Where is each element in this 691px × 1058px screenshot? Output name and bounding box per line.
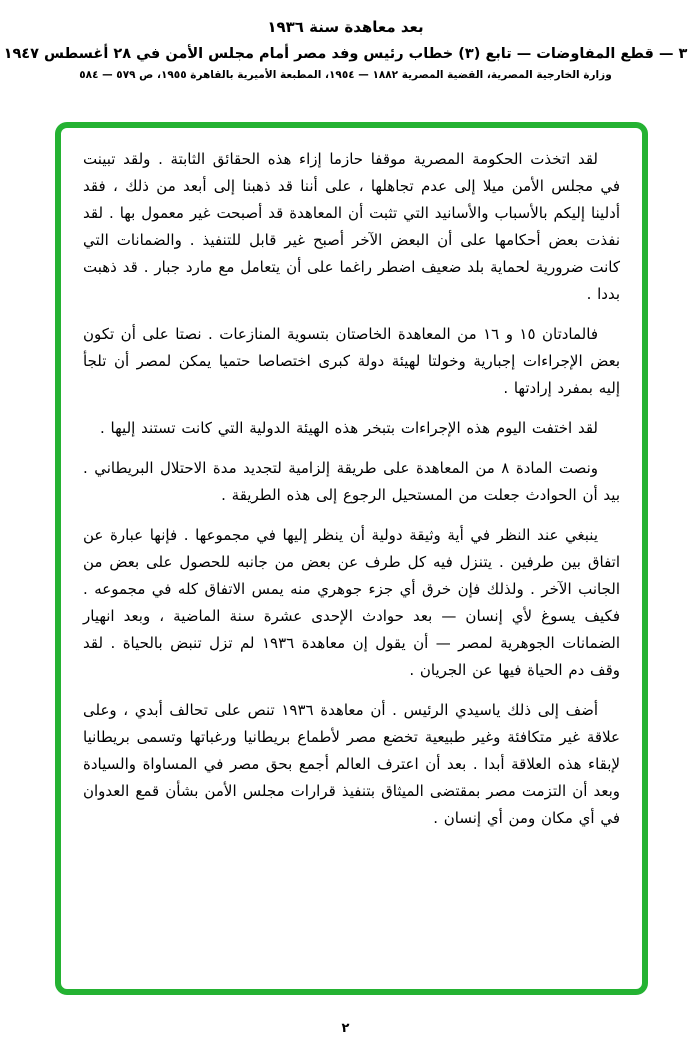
document-title: بعد معاهدة سنة ١٩٣٦	[267, 18, 424, 36]
paragraph: فالمادتان ١٥ و ١٦ من المعاهدة الخاصتان بتسوية المنازعات . نصتا على أن تكون بعض الإجراءات إجبارية وخولتا لهيئة دولة كبرى اختصاصا حتميا يمكن لمصر أن تلجأ إليه بمفرد إرادتها .	[83, 325, 620, 397]
page-number: ٢	[341, 1021, 350, 1036]
content-box	[55, 122, 648, 995]
paragraph: لقد اتخذت الحكومة المصرية موقفا حازما إزاء هذه الحقائق الثابتة . ولقد تبينت في مجلس الأمن ميلا إلى عدم تجاهلها ، على أننا قد ذهبنا إلى أبعد من ذلك ، فقد أدلينا إليكم بالأسباب والأسانيد التي تثبت أن المعاهدة قد أصبحت غير معمول بها . لقد نفذت بعض أحكامها على أن البعض الآخر أصبح غير قابل للتنفيذ . والضمانات التي كانت ضرورية لحماية بلد ضعيف اضطر راغما على أن يتعامل مع مارد جبار . قد ذهبت بددا .	[83, 150, 620, 303]
source-citation: وزارة الخارجية المصرية، القضية المصرية ١٨٨٢ — ١٩٥٤، المطبعة الأميرية بالقاهرة ١٩٥٥، ص ٥٧٩ — ٥٨٤	[79, 69, 612, 81]
paragraph: لقد اختفت اليوم هذه الإجراءات بتبخر هذه الهيئة الدولية التي كانت تستند إليها .	[100, 419, 598, 437]
page-header	[0, 18, 691, 81]
document-subtitle: ٣ — قطع المفاوضات — تابع (٣) خطاب رئيس وفد مصر أمام مجلس الأمن في ٢٨ أغسطس ١٩٤٧	[3, 46, 688, 62]
paragraph: ونصت المادة ٨ من المعاهدة على طريقة إلزامية لتجديد مدة الاحتلال البريطاني . بيد أن الحوادث جعلت من المستحيل الرجوع إلى هذه الطريقة .	[83, 459, 620, 504]
paragraph: ينبغي عند النظر في أية وثيقة دولية أن ينظر إليها في مجموعها . فإنها عبارة عن اتفاق بين طرفين . يتنزل فيه كل طرف عن بعض من جانبه للحصول على بعض من الجانب الآخر . ولذلك فإن خرق أي جزء جوهري منه يمس الاتفاق كله في مجموعه . فكيف يسوغ لأي إنسان — بعد حوادث الإحدى عشرة سنة الماضية ، وبعد انهيار الضمانات الجوهرية لمصر — أن يقول إن معاهدة ١٩٣٦ لم تزل تنبض بالحياة . لقد وقف دم الحياة فيها عن الجريان .	[83, 526, 621, 679]
paragraph: أضف إلى ذلك ياسيدي الرئيس . أن معاهدة ١٩٣٦ تنص على تحالف أبدي ، وعلى علاقة غير متكافئة وغير طبيعية تخضع مصر لأطماع بريطانيا ورغباتها وتسمى بريطانيا لإبقاء هذه العلاقة أبدا . بعد أن اعترف العالم أجمع بحق مصر في المساواة والسيادة وبعد أن التزمت مصر بمقتضى الميثاق بتنفيذ قرارات مجلس الأمن بشأن قمع العدوان في أي مكان ومن أي إنسان .	[83, 701, 620, 827]
